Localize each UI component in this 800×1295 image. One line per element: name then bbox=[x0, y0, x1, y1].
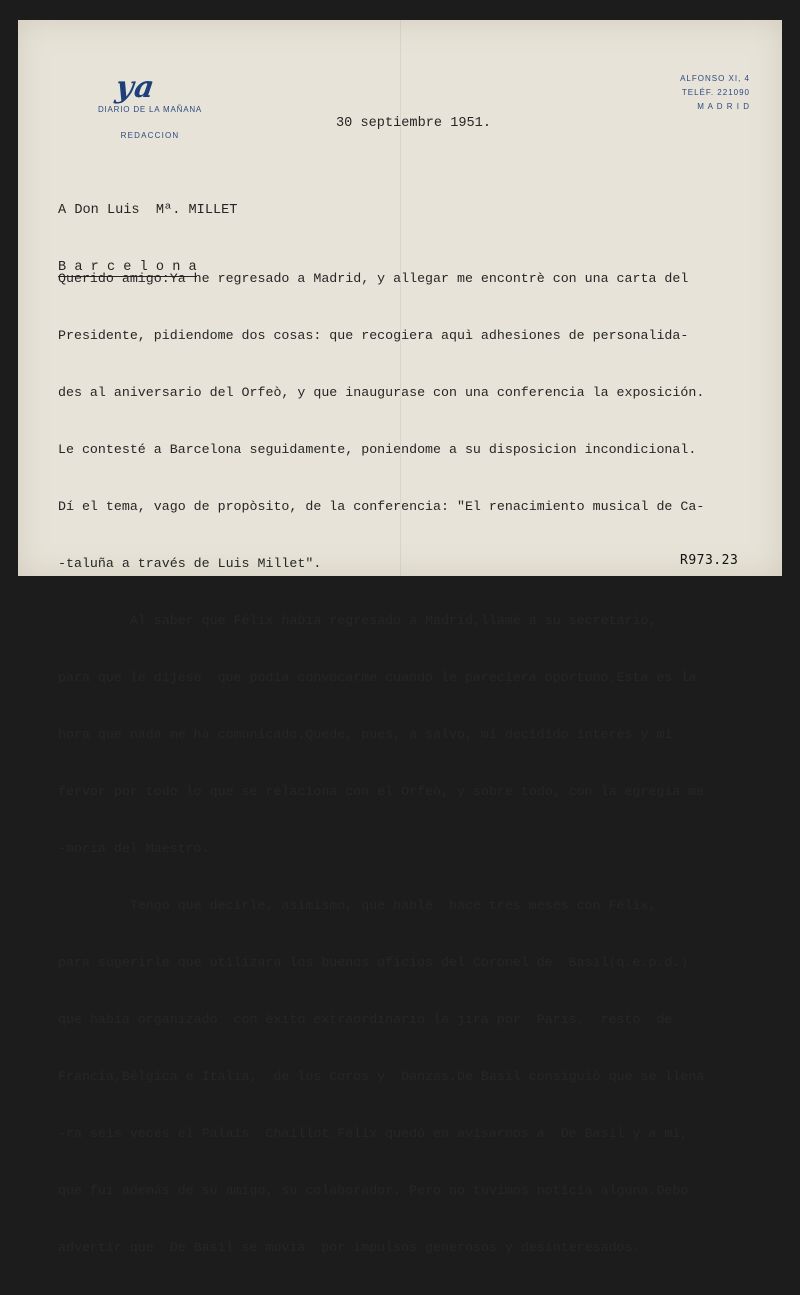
letter-date: 30 septiembre 1951. bbox=[336, 116, 491, 131]
body-line: Presidente, pidiendome dos cosas: que recogiera aquì adhesiones de personalida- bbox=[58, 328, 689, 343]
body-line: Le contesté a Barcelona seguidamente, poniendome a su disposicion incondicional. bbox=[58, 442, 697, 457]
newspaper-logo: ya bbox=[113, 70, 158, 105]
body-line: para sugerirle que utilizara los buenos oficios del Coronel de Basil(q.e.p.d.) bbox=[58, 955, 689, 970]
address-street: ALFONSO XI, 4 bbox=[680, 74, 750, 83]
letter-sheet bbox=[18, 20, 782, 1255]
letterhead-address bbox=[648, 72, 750, 114]
address-phone: TELÉF. 221090 bbox=[681, 88, 750, 97]
address-city: M A D R I D bbox=[697, 102, 750, 111]
letter-body bbox=[58, 231, 704, 1295]
body-line: que habia organizado con èxito extraordinario la jira por Paris, resto de bbox=[58, 1012, 673, 1027]
archive-reference: R973.23 bbox=[680, 553, 739, 568]
newspaper-tagline: DIARIO DE LA MAÑANA bbox=[97, 105, 203, 114]
department-label: REDACCION bbox=[120, 131, 180, 140]
body-line: Al saber que Félix habia regresado a Madrid,llamé a su secretario, bbox=[58, 613, 657, 628]
body-line: Tengo que decirle, asimismo, que hablé hace tres meses con Félix, bbox=[58, 898, 657, 913]
body-line: para que le dijese que podìa convocarme cuando le pareciera oportuno.Esta es la bbox=[58, 670, 697, 685]
body-line: des al aniversario del Orfeò, y que inaugurase con una conferencia la exposición. bbox=[58, 385, 705, 400]
body-line: Querido amigo:Ya he regresado a Madrid, y allegar me encontrè con una carta del bbox=[58, 271, 689, 286]
body-line: -taluña a través de Luis Millet". bbox=[58, 556, 322, 571]
body-line: Francia,Bélgica e Italia, de los Coros y Danzas.De Basil consiguiò que se llena bbox=[58, 1069, 705, 1084]
body-line: Dí el tema, vago de propòsito, de la conferencia: "El renacimiento musical de Ca- bbox=[58, 499, 705, 514]
body-line: -moria del Maestro. bbox=[58, 841, 210, 856]
body-line: hora que nada me ha comunicado.Quede, pues, a salvo, mi decidido interès y mi bbox=[58, 727, 673, 742]
body-line: fervor por todo lo que se relaciona con el Orfeò, y sobre todo, con la egregia me bbox=[58, 784, 705, 799]
body-line: -ra seis veces el Palais Chaillot.Félix quedò en avisarnos a De Basil y a mì, bbox=[58, 1126, 689, 1141]
body-line: que fuí además de su amigo, su colaborador. Pero no tuvimos noticia alguna.Debo bbox=[58, 1183, 689, 1198]
body-line: advertir que De Basil se movìa por impulsos generosos y desinteresados. bbox=[58, 1240, 641, 1255]
addressee-city: B a r c e l o n a bbox=[58, 260, 197, 275]
addressee-name: A Don Luis Mª. MILLET bbox=[58, 203, 238, 218]
